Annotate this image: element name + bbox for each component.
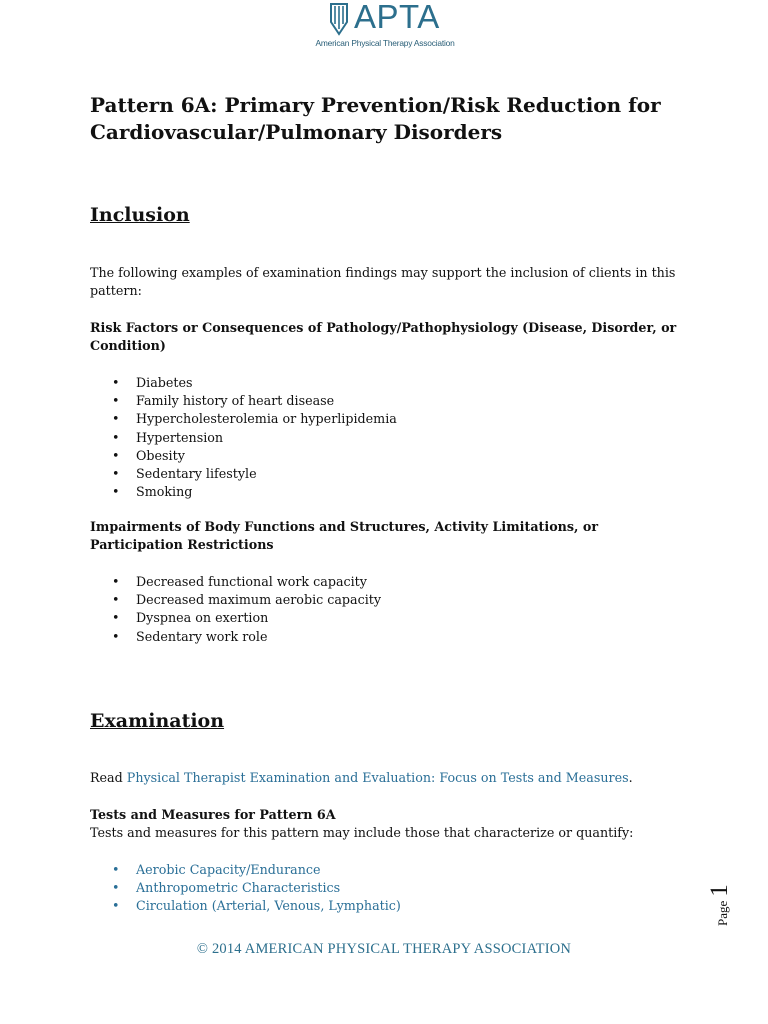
bullet-icon: • bbox=[112, 628, 120, 644]
list-item: • Sedentary lifestyle bbox=[90, 465, 397, 483]
bullet-icon: • bbox=[112, 880, 120, 896]
inclusion-heading: Inclusion bbox=[90, 204, 190, 226]
page-number: 1 bbox=[706, 884, 733, 897]
test-link[interactable]: Anthropometric Characteristics bbox=[136, 880, 341, 896]
page-title: Pattern 6A: Primary Prevention/Risk Reduction for Cardiovascular/Pulmonary Disorders bbox=[90, 93, 661, 144]
list-item: • Sedentary work role bbox=[90, 628, 381, 646]
bullet-icon: • bbox=[112, 862, 120, 877]
bullet-icon: • bbox=[112, 375, 120, 390]
list-item: • Dyspnea on exertion bbox=[90, 609, 381, 627]
risk-factors-list bbox=[90, 374, 397, 501]
list-item bbox=[90, 897, 401, 915]
test-link[interactable]: Aerobic Capacity/Endurance bbox=[136, 862, 321, 877]
page-number-marker bbox=[706, 870, 746, 930]
list-item: • Hypertension bbox=[90, 429, 397, 447]
list-item: • Diabetes bbox=[90, 374, 397, 392]
tests-list bbox=[90, 861, 401, 916]
bullet-icon: • bbox=[112, 411, 120, 427]
tests-and-measures-link[interactable]: Physical Therapist Examination and Evaluation: Focus on Tests and Measures bbox=[126, 770, 629, 785]
read-reference: Read Physical Therapist Examination and Evaluation: Focus on Tests and Measures. bbox=[90, 770, 633, 785]
bullet-icon: • bbox=[112, 393, 120, 409]
bullet-icon: • bbox=[112, 466, 120, 482]
inclusion-intro: The following examples of examination findings may support the inclusion of clients in this pattern: bbox=[90, 265, 676, 298]
page-label: Page bbox=[715, 900, 730, 926]
list-item bbox=[90, 879, 401, 897]
examination-heading: Examination bbox=[90, 710, 225, 732]
list-item: • Obesity bbox=[90, 447, 397, 465]
logo-wordmark: APTA bbox=[354, 0, 440, 35]
bullet-icon: • bbox=[112, 447, 120, 463]
logo-subtitle: American Physical Therapy Association bbox=[315, 38, 455, 48]
bullet-icon: • bbox=[112, 898, 120, 914]
test-link[interactable]: Circulation (Arterial, Venous, Lymphatic) bbox=[136, 898, 401, 914]
list-item: • Decreased maximum aerobic capacity bbox=[90, 591, 381, 609]
apta-emblem-icon bbox=[328, 2, 350, 36]
bullet-icon: • bbox=[112, 484, 120, 500]
impairments-heading: Impairments of Body Functions and Structures, Activity Limitations, or Participation Restrictions bbox=[90, 519, 599, 552]
apta-logo bbox=[312, 2, 458, 50]
impairments-list bbox=[90, 573, 381, 646]
bullet-icon: • bbox=[112, 429, 120, 445]
bullet-icon: • bbox=[112, 610, 120, 626]
risk-factors-heading: Risk Factors or Consequences of Pathology/Pathophysiology (Disease, Disorder, or Condition) bbox=[90, 320, 677, 353]
bullet-icon: • bbox=[112, 592, 120, 608]
tests-heading: Tests and Measures for Pattern 6A bbox=[90, 807, 336, 822]
tests-intro: Tests and measures for this pattern may include those that characterize or quantify: bbox=[90, 825, 634, 840]
copyright-footer: © 2014 AMERICAN PHYSICAL THERAPY ASSOCIATION bbox=[196, 941, 572, 957]
list-item: • Family history of heart disease bbox=[90, 392, 397, 410]
list-item: • Hypercholesterolemia or hyperlipidemia bbox=[90, 410, 397, 428]
list-item bbox=[90, 861, 401, 879]
bullet-icon: • bbox=[112, 574, 120, 589]
list-item: • Decreased functional work capacity bbox=[90, 573, 381, 591]
list-item: • Smoking bbox=[90, 483, 397, 501]
